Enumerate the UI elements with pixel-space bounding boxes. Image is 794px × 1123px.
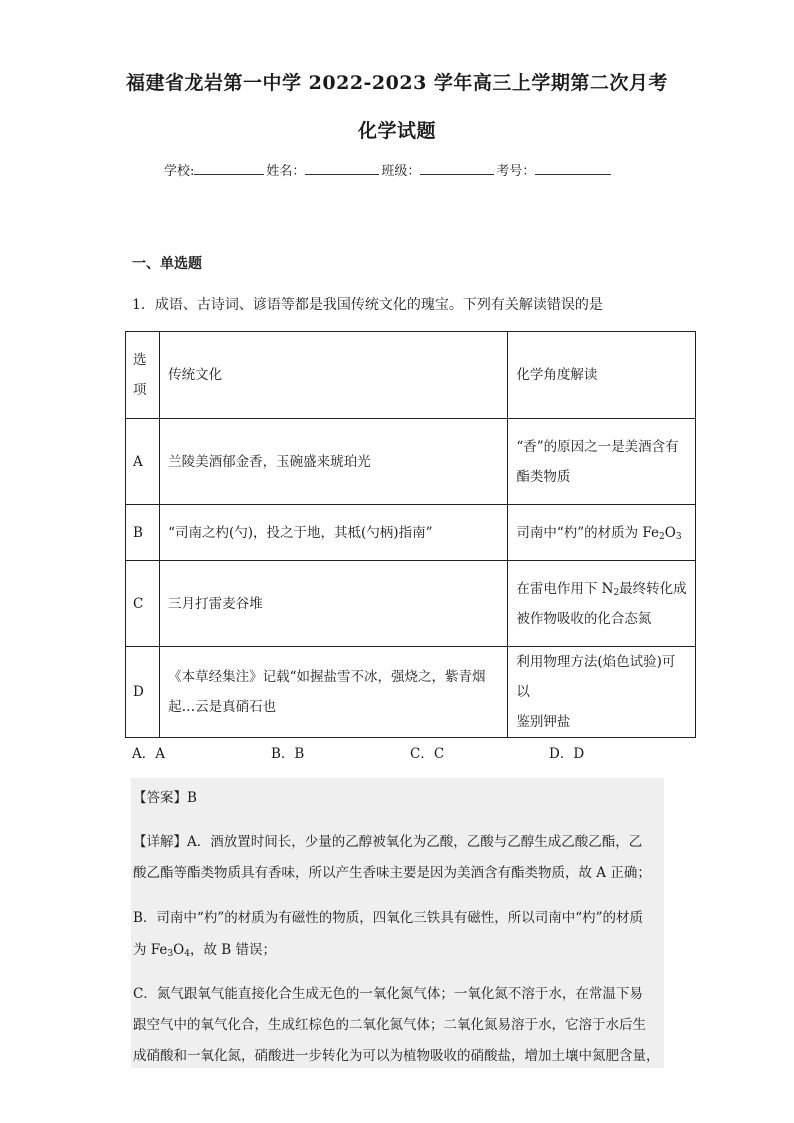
detail-line — [133, 938, 276, 958]
question-table — [125, 331, 696, 738]
question-stem: 1．成语、古诗词、谚语等都是我国传统文化的瑰宝。下列有关解读错误的是 — [132, 297, 603, 313]
option-cell: D — [126, 647, 160, 738]
interp-text: O — [664, 524, 676, 541]
table-row — [126, 647, 696, 738]
option-cell: B — [126, 505, 160, 561]
culture-cell: “司南之杓(勺)，投之于地，其柢(勺柄)指南” — [160, 505, 508, 561]
school-blank — [194, 162, 264, 175]
table-row — [126, 561, 696, 647]
detail-line: 酸乙酯等酯类物质具有香味，所以产生香味主要是因为美酒含有酯类物质，故 A 正确； — [133, 865, 651, 881]
interp-cell — [508, 419, 696, 505]
interp-line: 利用物理方法(焰色试验)可以 — [516, 654, 676, 700]
culture-line: 起…云是真硝石也 — [168, 699, 277, 715]
choice-d: D．D — [549, 746, 585, 762]
header-option-line2: 项 — [133, 382, 147, 398]
subscript: 4 — [184, 949, 190, 959]
interp-line: 鉴别钾盐 — [516, 714, 571, 730]
detail-line: 成硝酸和一氧化氮，硝酸进一步转化为可以为植物吸收的硝酸盐，增加土壤中氮肥含量， — [133, 1048, 660, 1064]
detail-line: C．氮气跟氧气能直接化合生成无色的一氧化氮气体；一氧化氮不溶于水，在常温下易 — [133, 986, 643, 1002]
culture-cell: 兰陵美酒郁金香，玉碗盛来琥珀光 — [160, 419, 508, 505]
exam-subtitle: 化学试题 — [357, 120, 436, 142]
header-option-cell — [126, 332, 160, 419]
subscript: 2 — [659, 531, 665, 542]
exam-no-label: 考号： — [496, 164, 536, 179]
subscript: 3 — [675, 531, 682, 542]
interp-cell — [508, 561, 696, 647]
school-label: 学校: — [164, 164, 195, 179]
student-info-line — [164, 160, 613, 179]
subscript: 3 — [167, 949, 174, 959]
choice-b: B．B — [271, 746, 305, 762]
detail-text: O — [173, 942, 185, 958]
table-row — [126, 505, 696, 561]
header-option-line1: 选 — [133, 352, 147, 368]
exam-title: 福建省龙岩第一中学 2022-2023 学年高三上学期第二次月考 — [126, 72, 668, 94]
exam-no-blank — [535, 162, 611, 175]
table-header-row — [126, 332, 696, 419]
interp-line: “香”的原因之一是美酒含有 — [516, 438, 679, 455]
option-cell: A — [126, 419, 160, 505]
detail-line: B．司南中“杓”的材质为有磁性的物质，四氧化三铁具有磁性，所以司南中“杓”的材质 — [133, 910, 644, 926]
table-row — [126, 419, 696, 505]
class-blank — [420, 162, 494, 175]
interp-line: 酯类物质 — [516, 468, 571, 485]
detail-text: ，故 B 错误； — [189, 942, 276, 958]
interp-line — [516, 574, 687, 604]
culture-cell — [160, 647, 508, 738]
interp-text: 最终转化成 — [619, 580, 687, 597]
choice-a: A．A — [132, 746, 165, 762]
header-culture-cell: 传统文化 — [160, 332, 508, 419]
name-blank — [305, 162, 379, 175]
interp-line: 被作物吸收的化合态氮 — [516, 610, 652, 627]
interp-text: 在雷电作用下 N — [516, 580, 614, 597]
subscript: 2 — [613, 587, 620, 598]
interp-cell — [508, 505, 696, 561]
culture-cell: 三月打雷麦谷堆 — [160, 561, 508, 647]
name-label: 姓名： — [266, 164, 306, 179]
choice-c: C．C — [410, 746, 445, 762]
interp-text: 司南中“杓”的材质为 Fe — [516, 524, 660, 541]
section-title: 一、单选题 — [132, 256, 202, 272]
header-interp-cell: 化学角度解读 — [508, 332, 696, 419]
option-cell: C — [126, 561, 160, 647]
interp-cell — [508, 647, 696, 738]
detail-text: 为 Fe — [133, 942, 168, 958]
detail-line: 跟空气中的氧气化合，生成红棕色的二氧化氮气体；二氧化氮易溶于水，它溶于水后生 — [133, 1017, 646, 1033]
detail-line: 【详解】A．酒放置时间长，少量的乙醇被氧化为乙酸，乙酸与乙醇生成乙酸乙酯，乙 — [133, 834, 643, 850]
answer-line: 【答案】B — [133, 790, 197, 806]
class-label: 班级： — [381, 164, 421, 179]
culture-line: 《本草经集注》记载“如握盐雪不冰，强烧之，紫青烟 — [168, 669, 486, 685]
